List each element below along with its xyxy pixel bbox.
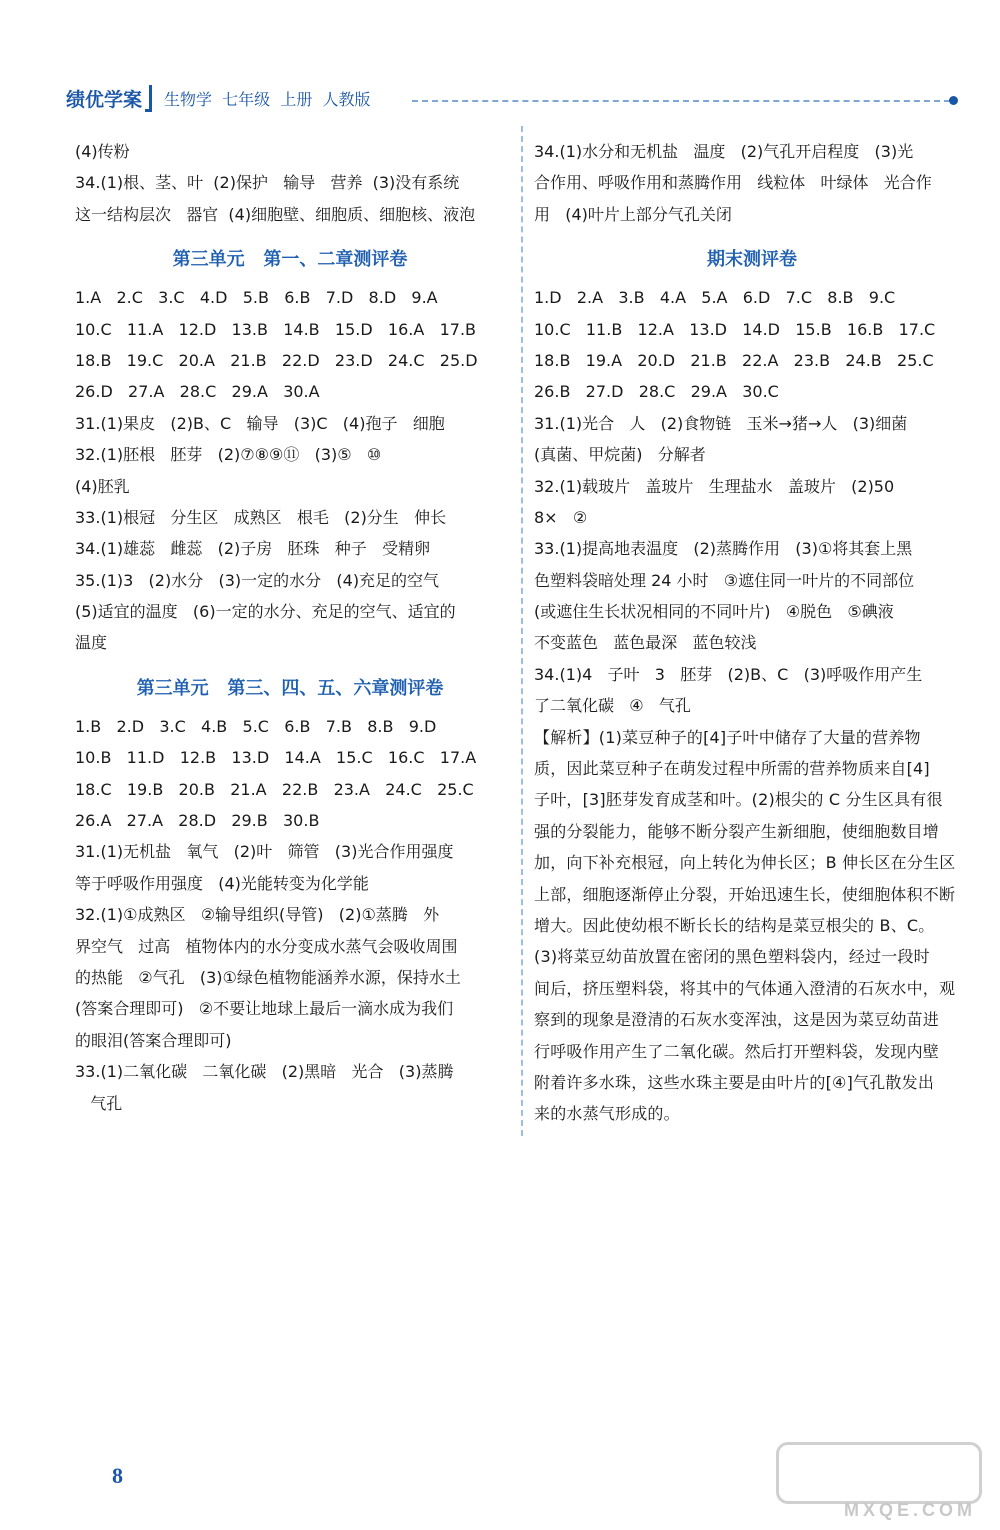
answer-line: 34.(1)根、茎、叶 (2)保护 输导 营养 (3)没有系统 (75, 173, 460, 193)
analysis-line: 间后，挤压塑料袋，将其中的气体通入澄清的石灰水中，观 (534, 978, 956, 998)
answer-line: 1.A 2.C 3.C 4.D 5.B 6.B 7.D 8.D 9.A (75, 288, 438, 308)
answer-line: 33.(1)提高地表温度 (2)蒸腾作用 (3)①将其套上黑 (534, 539, 913, 559)
answer-line: 32.(1)胚根 胚芽 (2)⑦⑧⑨⑪ (3)⑤ ⑩ (75, 445, 382, 465)
answer-line: 1.B 2.D 3.C 4.B 5.C 6.B 7.B 8.B 9.D (75, 716, 437, 736)
answer-line: 10.C 11.B 12.A 13.D 14.D 15.B 16.B 17.C (534, 319, 936, 339)
answer-line: 的眼泪(答案合理即可) (75, 1030, 232, 1050)
analysis-line: 上部，细胞逐渐停止分裂，开始迅速生长，使细胞体积不断 (534, 884, 956, 904)
answer-line: 的热能 ②气孔 (3)①绿色植物能涵养水源，保持水土 (75, 967, 461, 987)
answer-line: 31.(1)果皮 (2)B、C 输导 (3)C (4)孢子 细胞 (75, 413, 445, 433)
header-dashed-rule (412, 100, 950, 102)
answer-line: 32.(1)载玻片 盖玻片 生理盐水 盖玻片 (2)50 (534, 476, 895, 496)
answer-line: 10.B 11.D 12.B 13.D 14.A 15.C 16.C 17.A (75, 748, 477, 768)
brand-logo (66, 84, 152, 112)
left-answer-column (75, 136, 505, 1119)
answer-line: 26.B 27.D 28.C 29.A 30.C (534, 382, 779, 402)
answer-line: 34.(1)4 子叶 3 胚芽 (2)B、C (3)呼吸作用产生 (534, 664, 923, 684)
answer-line: 8× ② (534, 507, 588, 527)
analysis-line: 行呼吸作用产生了二氧化碳。然后打开塑料袋，发现内壁 (534, 1041, 940, 1061)
answer-line: (4)传粉 (75, 142, 130, 161)
answer-line: 1.D 2.A 3.B 4.A 5.A 6.D 7.C 8.B 9.C (534, 288, 896, 308)
answer-line: 33.(1)根冠 分生区 成熟区 根毛 (2)分生 伸长 (75, 507, 447, 527)
watermark-text: MXQE.COM (843, 1500, 976, 1520)
answer-line: (5)适宜的温度 (6)一定的水分、充足的空气、适宜的 (75, 602, 456, 622)
analysis-line: 附着许多水珠，这些水珠主要是由叶片的[④]气孔散发出 (534, 1072, 935, 1092)
answer-line: 气孔 (75, 1093, 123, 1113)
answer-line: (真菌、甲烷菌) 分解者 (534, 445, 706, 465)
analysis-line: 【解析】(1)菜豆种子的[4]子叶中储存了大量的营养物 (534, 727, 921, 747)
header-dot-icon (949, 96, 958, 105)
page-header (66, 84, 966, 118)
section-title: 第三单元 第三、四、五、六章测评卷 (136, 677, 444, 699)
answer-line: 用 (4)叶片上部分气孔关闭 (534, 204, 732, 224)
site-watermark (782, 1442, 982, 1522)
answer-line: 合作用、呼吸作用和蒸腾作用 线粒体 叶绿体 光合作 (534, 173, 932, 193)
right-answer-column (534, 136, 970, 1130)
brand-name: 绩优学案 (66, 88, 143, 111)
answer-line: 31.(1)光合 人 (2)食物链 玉米→猪→人 (3)细菌 (534, 413, 908, 433)
answer-line: 10.C 11.A 12.D 13.B 14.B 15.D 16.A 17.B (75, 319, 476, 339)
answer-line: 35.(1)3 (2)水分 (3)一定的水分 (4)充足的空气 (75, 570, 440, 590)
watermark-stamp-icon (776, 1442, 982, 1504)
answer-line: 18.B 19.C 20.A 21.B 22.D 23.D 24.C 25.D (75, 350, 478, 370)
answer-line: 等于呼吸作用强度 (4)光能转变为化学能 (75, 873, 369, 893)
section-title: 第三单元 第一、二章测评卷 (172, 249, 408, 271)
analysis-line: 察到的现象是澄清的石灰水变浑浊，这是因为菜豆幼苗进 (534, 1010, 940, 1030)
analysis-line: 质，因此菜豆种子在萌发过程中所需的营养物质来自[4] (534, 759, 930, 779)
analysis-line: 增大。因此使幼根不断长长的结构是菜豆根尖的 B、C。 (534, 915, 935, 935)
answer-line: 32.(1)①成熟区 ②输导组织(导管) (2)①蒸腾 外 (75, 905, 440, 925)
answer-line: 34.(1)水分和无机盐 温度 (2)气孔开启程度 (3)光 (534, 142, 914, 161)
answer-line: 26.D 27.A 28.C 29.A 30.A (75, 382, 320, 402)
section-title: 期末测评卷 (707, 249, 797, 271)
answer-line: 18.C 19.B 20.B 21.A 22.B 23.A 24.C 25.C (75, 779, 474, 799)
answer-line: (或遮住生长状况相同的不同叶片) ④脱色 ⑤碘液 (534, 602, 894, 622)
answer-line: 不变蓝色 蓝色最深 蓝色较浅 (534, 633, 757, 653)
analysis-line: (3)将菜豆幼苗放置在密闭的黑色塑料袋内，经过一段时 (534, 947, 930, 967)
answer-line: 31.(1)无机盐 氧气 (2)叶 筛管 (3)光合作用强度 (75, 842, 454, 862)
analysis-line: 子叶，[3]胚芽发育成茎和叶。(2)根尖的 C 分生区具有很 (534, 790, 943, 810)
analysis-line: 来的水蒸气形成的。 (534, 1104, 680, 1124)
answer-line: (答案合理即可) ②不要让地球上最后一滴水成为我们 (75, 999, 454, 1019)
answer-line: 26.A 27.A 28.D 29.B 30.B (75, 811, 320, 831)
answer-line: 色塑料袋暗处理 24 小时 ③遮住同一叶片的不同部位 (534, 570, 915, 590)
answer-line: 18.B 19.A 20.D 21.B 22.A 23.B 24.B 25.C (534, 350, 934, 370)
analysis-line: 加，向下补充根冠，向上转化为伸长区；B 伸长区在分生区 (534, 853, 956, 873)
answer-line: (4)胚乳 (75, 476, 130, 496)
column-divider (521, 126, 523, 1136)
answer-line: 了二氧化碳 ④ 气孔 (534, 696, 691, 716)
answer-line: 这一结构层次 器官 (4)细胞壁、细胞质、细胞核、液泡 (75, 204, 476, 224)
answer-line: 温度 (75, 633, 108, 653)
page-number: 8 (112, 1463, 123, 1488)
answer-line: 34.(1)雄蕊 雌蕊 (2)子房 胚珠 种子 受精卵 (75, 539, 431, 559)
answer-line: 界空气 过高 植物体内的水分变成水蒸气会吸收周围 (75, 936, 458, 956)
book-subject: 生物学 七年级 上册 人教版 (164, 90, 371, 109)
analysis-line: 强的分裂能力，能够不断分裂产生新细胞，使细胞数目增 (534, 821, 940, 841)
brand-bracket-icon (145, 85, 152, 112)
answer-line: 33.(1)二氧化碳 二氧化碳 (2)黑暗 光合 (3)蒸腾 (75, 1062, 454, 1082)
